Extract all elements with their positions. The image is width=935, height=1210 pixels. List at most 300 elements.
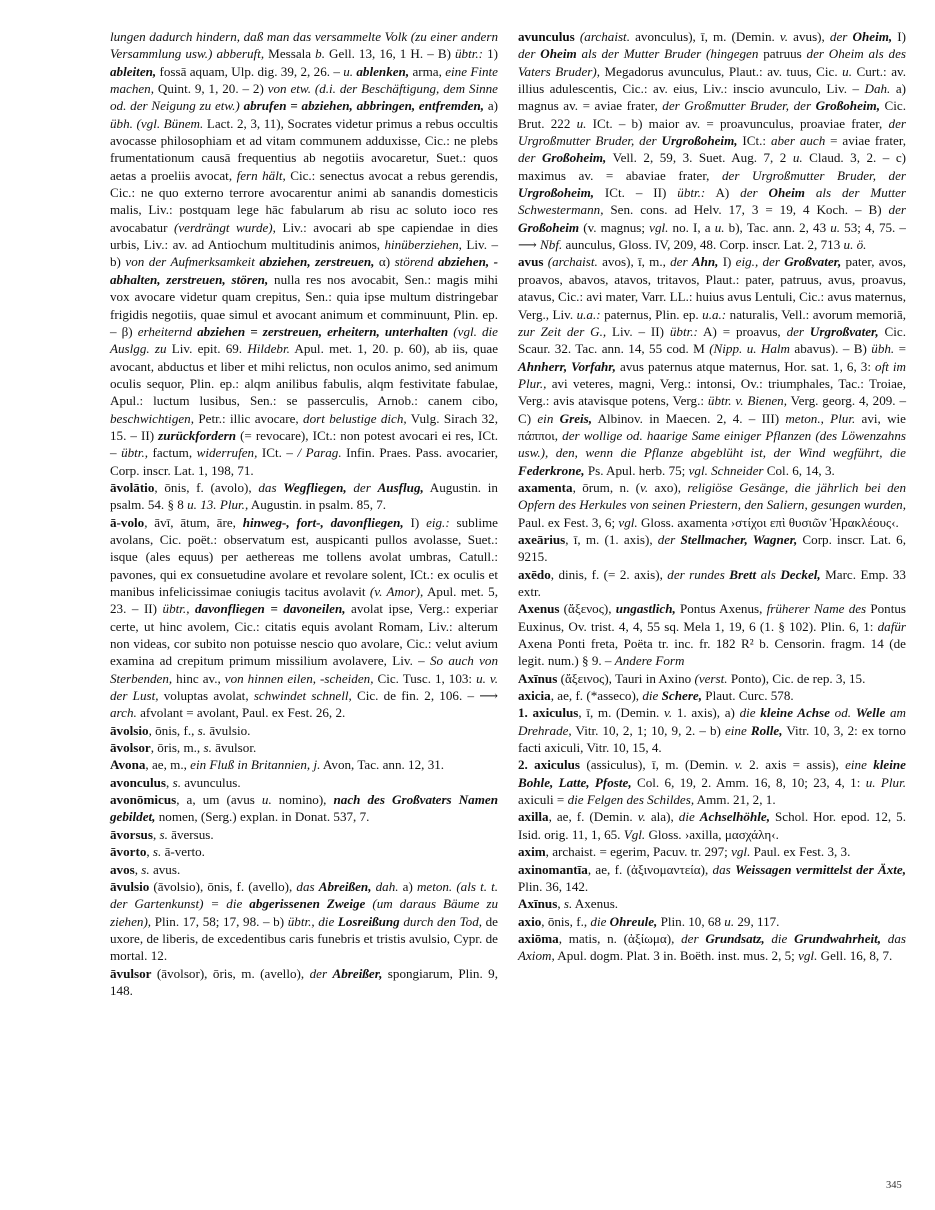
italic-gloss: u.a.: (702, 306, 727, 322)
entry-text: Megadorus avunculus, Plaut.: av. tuus, Cic. (600, 63, 843, 79)
entry-text: Vulg. Sirach 32, 15. – II) (110, 410, 499, 443)
italic-gloss: der Großmutter Bruder, der (662, 98, 812, 114)
entry-text: , (146, 844, 153, 860)
italic-gloss: die (771, 930, 788, 946)
entry-text: factum, (148, 445, 197, 461)
italic-gloss: vgl. (618, 514, 638, 530)
entry-text: āvulsio. (206, 722, 251, 738)
headword: avonculus (110, 774, 167, 790)
dictionary-entry (110, 878, 498, 965)
translation-term: Wegfliegen, (283, 479, 347, 495)
entry-text: fossā aquam, Ulp. dig. 39, 2, 26. – (156, 63, 344, 79)
entry-text: Curt.: av. illius adulescentis, Cic.: av. eius, Liv.: inscio avunculo, Liv. – (518, 63, 906, 97)
entry-text: Pontus Euxinus, Ov. trist. 4, 4, 55 sq. Mela 1, 19, 6 (1. § 102). Plin. 6, 1: (518, 601, 907, 634)
translation-term: Stellmacher, Wagner, (680, 531, 798, 547)
italic-gloss: Nbf. (540, 237, 563, 253)
translation-term: kleine Achse (760, 705, 830, 721)
entry-text: de uxore, de liberis, de excedentibus caris funebris et tristis avulsio, Cypr. de mortal. 12. (110, 913, 498, 964)
italic-gloss: oft im Plur., (518, 358, 906, 391)
italic-gloss: erheiternd (137, 323, 193, 339)
headword: 1. axiculus (518, 705, 579, 721)
italic-gloss: der (670, 254, 688, 270)
italic-gloss: eine (724, 722, 747, 738)
headword: āvolsor (110, 740, 151, 756)
entry-text: ICt.: (737, 133, 771, 149)
entry-text: Messala (264, 46, 316, 62)
italic-gloss: übtr., (121, 445, 148, 461)
entry-text: Pontus Axenus, (675, 601, 767, 617)
italic-gloss: u. (724, 913, 735, 929)
italic-gloss: als (760, 566, 776, 582)
entry-text: (ἄξενος), (559, 601, 616, 617)
entry-text: aunculus, Gloss. IV, 209, 48. Corp. inscr. Lat. 2, 713 (562, 237, 844, 253)
entry-text: āvulsor. (211, 740, 257, 756)
entry-text: Cic. de fin. 2, 106. – ⟶ (351, 688, 498, 704)
translation-term: Großoheim, (541, 150, 607, 166)
italic-gloss: widerrufen, (196, 445, 258, 461)
entry-text: no. I, a (668, 219, 715, 235)
italic-gloss: vgl. (731, 844, 751, 860)
entry-text: Gell. 13, 16, 1 H. – B) (324, 46, 455, 62)
italic-gloss: s. (141, 861, 150, 877)
italic-gloss: die (739, 705, 756, 721)
left-column (110, 28, 498, 999)
entry-text: avus), (788, 29, 830, 44)
entry-text: Col. 6, 14, 3. (763, 462, 835, 478)
entry-text: a) magnus av. = aviae frater, (518, 81, 906, 114)
italic-gloss: v. (664, 705, 673, 721)
italic-gloss: übtr., die (287, 913, 335, 929)
italic-gloss: die (678, 809, 695, 825)
italic-gloss: s. (203, 740, 212, 756)
entry-text: , (134, 861, 142, 877)
translation-term: Großoheim (518, 219, 580, 235)
entry-text: α) (374, 254, 395, 270)
entry-text: arma, (409, 63, 446, 79)
italic-gloss: u. 13. Plur., (187, 497, 249, 513)
entry-text: I) (403, 514, 427, 530)
dictionary-entry (518, 913, 906, 930)
entry-text: Claud. 3, 2. – c) maximus av. = abaviae frater, (518, 150, 906, 183)
entry-text: Augustin. in psalm. 54. § 8 (110, 479, 498, 513)
translation-term: abgerissenen Zweige (249, 896, 366, 912)
entry-text: Cic.: senectus avocat a rebus gerendis, Cic.: ne quo externo terrore avocarentur animi ab sanandis domesticis malis, Liv.: postquam lege hāc fabularum ab risu ac soluto ioco res avocabatur (110, 167, 498, 235)
headword: āvulsio (110, 878, 150, 894)
italic-gloss: s. (563, 896, 573, 912)
entry-text: naturalis, Vell.: avorum memoriā, (726, 306, 906, 322)
dictionary-entry (518, 861, 906, 896)
entry-text: , ae, f. (ἀξινομαντεία), (587, 861, 713, 877)
entry-text: (āvolsor), ōris, m. (avello), (151, 965, 310, 981)
entry-text: 53; 4, 75. – ⟶ (518, 219, 906, 253)
italic-gloss: übh. (vgl. Bünem. (110, 115, 204, 131)
entry-text: (assiculus), ī, m. (Demin. (580, 757, 735, 773)
headword: axilla (518, 809, 549, 825)
entry-text: , āvī, ātum, āre, (144, 514, 243, 530)
entry-text: A) = proavus, (697, 323, 787, 339)
italic-gloss: fern hält, (236, 167, 286, 183)
italic-gloss: u. (842, 63, 852, 79)
entry-text: avi, wie πάπποι, (518, 410, 906, 443)
entry-text: Liv. epit. 69. (166, 341, 248, 357)
entry-text: , ae, m., (145, 757, 191, 773)
dictionary-entry (110, 965, 498, 1000)
italic-gloss: v. (779, 29, 789, 44)
entry-text (758, 185, 769, 200)
italic-gloss: (Nipp. u. Halm (709, 341, 791, 357)
italic-gloss: von etw. (d.i. der Beschäftigung, dem Sinne od. der Neigung zu etw.) (110, 81, 498, 114)
translation-term: Ahn, (691, 254, 719, 270)
entry-text (805, 185, 816, 200)
translation-term: Großoheim, (815, 98, 880, 114)
headword: āvorto (110, 844, 147, 860)
entry-text: Gloss. ›axilla, μασχάλη‹. (645, 826, 779, 842)
entry-text: ala), (645, 809, 679, 825)
headword: avos (110, 861, 135, 877)
entry-text: , ī, m. (Demin. (578, 705, 665, 721)
translation-term: abziehen, zerstreuen, (259, 254, 375, 270)
italic-gloss: u. (830, 219, 841, 235)
translation-term: Abreißen, (318, 878, 372, 894)
italic-gloss: v. (640, 479, 649, 495)
italic-gloss: übtr.: (455, 46, 484, 62)
italic-gloss: der (829, 29, 848, 44)
italic-gloss: der (353, 479, 371, 495)
italic-gloss: (archaist. (547, 254, 598, 270)
italic-gloss: von hinnen eilen, -scheiden, (224, 670, 374, 686)
entry-text: a) (484, 98, 498, 114)
dictionary-entry (518, 687, 906, 704)
entry-text: Paul. ex Fest. 3, 3. (750, 844, 851, 860)
headword: axinomantīa (518, 861, 588, 877)
italic-gloss: od. (834, 705, 852, 721)
italic-gloss: u. (343, 63, 354, 79)
headword: axio (518, 913, 542, 929)
translation-term: Ausflug, (377, 479, 424, 495)
entry-text: , ōnis, f. (avolo), (154, 479, 259, 495)
italic-gloss: der wollige od. haarige Same einiger Pflanzen (des Löwenzahns usw.), den, wenn die Pflanze abgeblüht ist, der Wind wegführt, die (518, 427, 906, 461)
headword: axamenta (518, 479, 573, 495)
entry-text: Quint. 9, 1, 20. – 2) (154, 81, 268, 97)
italic-gloss: meton. (als t. t. der Gartenkunst) = die (110, 878, 499, 912)
dictionary-entry (518, 479, 906, 531)
entry-text: axo), (648, 479, 688, 495)
entry-text: (āvolsio), ōnis, f. (avello), (149, 878, 297, 894)
entry-text: Paul. ex Fest. 3, 6; (518, 514, 619, 530)
italic-gloss: der (740, 185, 758, 201)
italic-gloss: das (258, 479, 277, 495)
italic-gloss: dah. (375, 878, 399, 894)
entry-text: Gloss. axamenta ›στίχοι επὶ θυσιῶν Ἡρακλέους‹. (637, 514, 899, 530)
headword: āvolātio (110, 479, 155, 495)
dictionary-entry (110, 756, 498, 773)
entry-text: , (557, 896, 564, 912)
entry-text: axiculi = (518, 792, 568, 808)
headword: Avona (110, 757, 146, 773)
translation-term: Deckel, (780, 566, 821, 582)
translation-term: ablenken, (356, 63, 410, 79)
italic-gloss: s. (152, 844, 162, 860)
headword: avus (518, 254, 544, 270)
italic-gloss: früherer Name des (766, 601, 867, 617)
italic-gloss: das (712, 861, 731, 877)
entry-text: (ἄξεινος), Tauri in Axino (557, 670, 695, 686)
translation-term: Achselhöhle, (699, 809, 770, 825)
italic-gloss: v. (637, 809, 646, 825)
entry-text: Corp. inscr. Lat. 6, 9215. (518, 531, 906, 565)
entry-text: , a, um (avus (176, 792, 262, 808)
italic-gloss: u.a.: (576, 306, 601, 322)
headword: Axenus (518, 601, 560, 617)
italic-gloss: ein (537, 410, 554, 426)
italic-gloss: als der Mutter Schwestermann, (518, 185, 906, 218)
dictionary-entry (518, 600, 906, 669)
italic-gloss: dafür (877, 618, 906, 634)
italic-gloss: meton., Plur. (785, 410, 856, 426)
headword: axim (518, 844, 546, 860)
entry-text: b), Tac. ann. 2, 43 (724, 219, 831, 235)
entry-text: Plaut. Curc. 578. (702, 688, 794, 704)
entry-text: Amm. 21, 2, 1. (694, 792, 776, 808)
italic-gloss: ein Fluß in Britannien, j. (190, 757, 321, 773)
entry-text: pater, avos, proavos, abavos, atavos, tritavos, Plaut.: pater, patruus, avus, proavus, atavus, Cic.: avi mater, Varr. LL.: huius avus Lentuli, Cic.: avus maternus, Verg., Liv. (518, 254, 906, 322)
entry-text: Col. 6, 19, 2. Amm. 16, 8, 10; 23, 4, 1: (631, 774, 866, 790)
translation-term: Abreißer, (332, 965, 383, 981)
headword: 2. axiculus (518, 757, 580, 773)
italic-gloss: übh. (871, 341, 895, 357)
headword: Axīnus (518, 896, 558, 912)
entry-text: hinc av., (172, 670, 225, 686)
translation-term: ungastlich, (615, 601, 676, 617)
italic-gloss: eig., der (735, 254, 780, 270)
italic-gloss: durch den Tod, (403, 913, 483, 929)
italic-gloss: der (681, 930, 699, 946)
entry-text: nomen, (Serg.) explan. in Donat. 537, 7. (155, 809, 370, 825)
italic-gloss: übtr.: (669, 323, 698, 339)
translation-term: Federkrone, (518, 462, 585, 478)
entry-text: Augustin. in psalm. 85, 7. (248, 497, 387, 513)
italic-gloss: der (309, 965, 328, 981)
entry-text: Vitr. 10, 2, 1; 10, 9, 2. – b) (571, 722, 725, 738)
italic-gloss: u. Plur. (865, 774, 906, 790)
entry-text: avos), ī, m., (597, 254, 671, 270)
italic-gloss: das Axiom, (518, 930, 906, 964)
italic-gloss: vgl. Schneider (688, 462, 764, 478)
translation-term: Urgroßoheim, (518, 185, 595, 201)
italic-gloss: von der Aufmerksamkeit (125, 254, 255, 270)
italic-gloss: zur Zeit der G., (518, 323, 607, 339)
italic-gloss: s. (197, 722, 207, 738)
translation-term: Rolle, (750, 722, 783, 738)
italic-gloss: b. (315, 46, 325, 62)
entry-text: Cic. Brut. 222 (518, 98, 906, 131)
dictionary-entry (518, 253, 906, 478)
italic-gloss: vgl. (649, 219, 669, 235)
italic-gloss: der Urgroßmutter Bruder, der (722, 167, 906, 183)
headword: axicia (518, 688, 551, 704)
dictionary-entry (110, 514, 498, 722)
italic-gloss: (verdrängt wurde), (173, 219, 276, 235)
headword: axeārius (518, 531, 566, 547)
italic-gloss: (archaist. (579, 29, 630, 44)
translation-term: davonfliegen = davoneilen, (195, 601, 346, 617)
italic-gloss: am Drehrade, (518, 705, 906, 738)
italic-gloss: / Parag. (297, 445, 342, 461)
italic-gloss: eine (845, 757, 867, 773)
italic-gloss: beschwichtigen, (110, 410, 194, 426)
entry-text: Avon, Tac. ann. 12, 31. (320, 757, 445, 773)
italic-gloss: die (590, 913, 607, 929)
entry-text: , (152, 826, 160, 842)
translation-term: Schere, (661, 688, 703, 704)
translation-term: Urgroßvater, (809, 323, 879, 339)
entry-text: abavus). – B) (790, 341, 872, 357)
dictionary-entry (518, 566, 906, 601)
entry-text: 2. axis = assis), (742, 757, 846, 773)
italic-gloss: Andere Form (614, 653, 685, 669)
italic-gloss: der (518, 46, 536, 62)
dictionary-entry (110, 826, 498, 843)
italic-gloss: (um daraus Bäume zu ziehen), (110, 896, 498, 929)
entry-text: 1) (483, 46, 498, 62)
dictionary-entry (110, 722, 498, 739)
italic-gloss: der (657, 531, 676, 547)
entry-text: = aviae frater, (825, 133, 906, 149)
entry-text: , (166, 774, 173, 790)
entry-text: Ps. Apul. herb. 75; (584, 462, 689, 478)
translation-term: nach des Großvaters Namen gebildet, (110, 792, 498, 825)
entry-text: , dinis, f. (= 2. axis), (550, 566, 668, 582)
entry-text: sublime avolans, Cic. poët.: observatum est, auspicanti pullos avolasse, Suet.: isque (ales equus) per aethereas me tollens avolat umbras, Catull.: pavones, qui ex consuetudine avolare et revolare solent, ICt.: ex oculis et manibus infelicissimae coniugis tacitus avolavit (110, 514, 498, 599)
italic-gloss: religiöse Gesänge, die jährlich bei den Opfern des Herkules von seinen Priestern, den Saliern, gesungen wurden, (518, 479, 906, 513)
italic-gloss: übtr.: (677, 185, 706, 201)
translation-term: kleine Bohle, Latte, Pfoste, (518, 757, 906, 790)
entry-text: ICt. – b) maior av. = proavunculus, proaviae frater, (586, 115, 889, 131)
entry-text: , archaist. = egerim, Pacuv. tr. 297; (545, 844, 732, 860)
entry-text: avi veteres, magni, Verg.: intonsi, Ov.: triumphales, Tac.: Troiae, Verg.: avis atavisque potens, Verg.: (518, 375, 906, 409)
entry-text: avus paternus atque maternus, Hor. sat. 1, 6, 3: (615, 358, 876, 374)
italic-gloss: störend (394, 254, 434, 270)
italic-gloss: u. (261, 792, 272, 808)
entry-text: , ī, m. (1. axis), (565, 531, 658, 547)
italic-gloss: schwindet schnell, (253, 688, 352, 704)
translation-term: Grundsatz, (705, 930, 765, 946)
entry-text: Cic. Tusc. 1, 103: (373, 670, 477, 686)
italic-gloss: übtr., (162, 601, 190, 617)
dictionary-entry (110, 774, 498, 791)
dictionary-entry (518, 808, 906, 843)
italic-gloss: u. v. der Lust, (110, 670, 498, 704)
italic-gloss: übtr. v. Bienen, (707, 393, 788, 409)
entry-text: avolat ipse, Verg.: experiar certe, ut hinc avolem, Cic.: citatis equis avolant Romam, Liv.: alterum non videas, cor subito non potuisse nescio quo avolare, Cic.: velut avium examina ad crepitum primum missilium avolavere, Liv. – (110, 601, 498, 669)
headword: āvulsor (110, 965, 152, 981)
translation-term: abziehen, -abhalten, zerstreuen, stören, (110, 254, 498, 287)
dictionary-entry (110, 479, 498, 514)
translation-term: Losreißung (337, 913, 400, 929)
italic-gloss: (verst. (694, 670, 728, 686)
italic-gloss: als der Mutter Bruder (hingegen (581, 46, 759, 62)
entry-text: Lact. 2, 3, 11), Socrates videtur primus a rebus occultis avocasse philosophiam et ad vitam communem adduxisse, Cic.: ne plebs frumentationum causā frequentius ab negotiis avocaretur, Suet.: quos aetas a proeliis avocat, (110, 115, 498, 183)
entry-text: Apul. met. 5, 23. – II) (110, 584, 498, 617)
entry-text: avus. (149, 861, 181, 877)
entry-text: Vitr. 10, 3, 2: ex torno facti axiculi, Vitr. 10, 15, 4. (518, 722, 906, 756)
translation-term: Weissagen vermittelst der Äxte, (735, 861, 906, 877)
translation-term: Oheim, (852, 29, 893, 44)
translation-term: Ahnherr, Vorfahr, (518, 358, 616, 374)
translation-term: abrufen = abziehen, abbringen, entfremden, (243, 98, 485, 114)
dictionary-entry (518, 756, 906, 808)
entry-text: afvolant = avolant, Paul. ex Fest. 26, 2. (136, 705, 346, 721)
entry-text: Axenus. (572, 896, 619, 912)
italic-gloss: die Felgen des Schildes, (567, 792, 695, 808)
italic-gloss: vgl. (798, 948, 818, 964)
italic-gloss: v. (734, 757, 743, 773)
headword: āvolsio (110, 722, 149, 738)
entry-text: Cic. Scaur. 32. Tac. ann. 14, 55 cod. M (518, 323, 906, 357)
italic-gloss: der Urgroßmutter Bruder, der (518, 115, 906, 149)
italic-gloss: So auch von Sterbenden, (110, 653, 498, 686)
entry-text: Liv.: avocari ab spe capiendae in dies urbis, Liv.: av. ad Antiochum multitudinis animos, (110, 219, 498, 253)
entry-text: Plin. 17, 58; 17, 98. – b) (151, 913, 288, 929)
page-number: 345 (886, 1180, 902, 1191)
translation-term: Urgroßoheim, (661, 133, 738, 149)
italic-gloss: das (296, 878, 315, 894)
italic-gloss: u. (792, 150, 803, 166)
dictionary-entry (110, 739, 498, 756)
entry-text: Infin. Praes. Pass. avocarier, Corp. inscr. Lat. 1, 198, 71. (110, 445, 499, 478)
dictionary-entry (110, 28, 498, 479)
entry-text: , ōrum, n. ( (572, 479, 641, 495)
entry-text: I) (718, 254, 736, 270)
headword: axēdo (518, 566, 551, 582)
entry-text: Petr.: illic avocare, (194, 410, 304, 426)
entry-text: nulla res nos avocabit, Sen.: magis mihi vox avocare videtur quam crepitus, Sen.: quia ipse multum distringebar frigidis negotiis, quae simul et avocant animum et comminuunt, Plin. ep. – β) (110, 271, 499, 339)
italic-gloss: die (642, 688, 659, 704)
italic-gloss: arch. (110, 705, 137, 721)
dictionary-entry (518, 895, 906, 912)
italic-gloss: s. (159, 826, 168, 842)
dictionary-entry (518, 930, 906, 965)
italic-gloss: hinüberziehen, (384, 237, 462, 253)
headword: avonōmicus (110, 792, 177, 808)
dictionary-entry (110, 791, 498, 826)
entry-text: Albinov. in Maecen. 2, 4. – III) (592, 410, 786, 426)
dictionary-entry (518, 670, 906, 687)
headword: ā-volo (110, 514, 145, 530)
italic-gloss: der Oheim als des Vaters Bruder), (518, 46, 907, 79)
translation-term: Oheim (540, 46, 577, 62)
entry-text: , ae, f. (Demin. (548, 809, 638, 825)
entry-text: Vell. 2, 59, 3. Suet. Aug. 7, 2 (606, 150, 793, 166)
italic-gloss: eig.: (426, 514, 450, 530)
italic-gloss: u. ö. (843, 237, 867, 253)
italic-gloss: (vgl. die Auslgg. zu (110, 323, 498, 357)
right-column (518, 28, 906, 965)
italic-gloss: Vgl. (623, 826, 646, 842)
entry-text: Verg. georg. 4, 209. – C) (518, 393, 906, 426)
translation-term: Oheim (768, 185, 805, 201)
entry-text: paternus, Plin. ep. (600, 306, 703, 322)
entry-text: Sen. cons. ad Helv. 17, 3 = 19, 4 Koch. – B) (603, 202, 889, 218)
entry-text: avonculus), ī, m. (Demin. (629, 29, 780, 44)
entry-text: patruus (758, 46, 807, 62)
entry-text: Apul. met. 1, 20. p. 60), ab iis, quae avocant, abductus et liber et mihi relictus, non oculos animo, sed animum oculis sequor, Plin. ep.: alqm anilibus fabulis, alqm festivitate fabulae, Apul.: luctum lusibus, Sen.: se passerculis, Arnob.: canem cibo, (110, 341, 499, 409)
italic-gloss: lungen dadurch hindern, daß man das versammelte Volk (zu einer andern Versammlung usw.) abberuft, (110, 29, 498, 62)
entry-text: voluptas avolat, (158, 688, 254, 704)
headword: avunculus (518, 29, 575, 44)
translation-term: Grundwahrheit, (794, 930, 882, 946)
translation-term: Großvater, (784, 254, 842, 270)
